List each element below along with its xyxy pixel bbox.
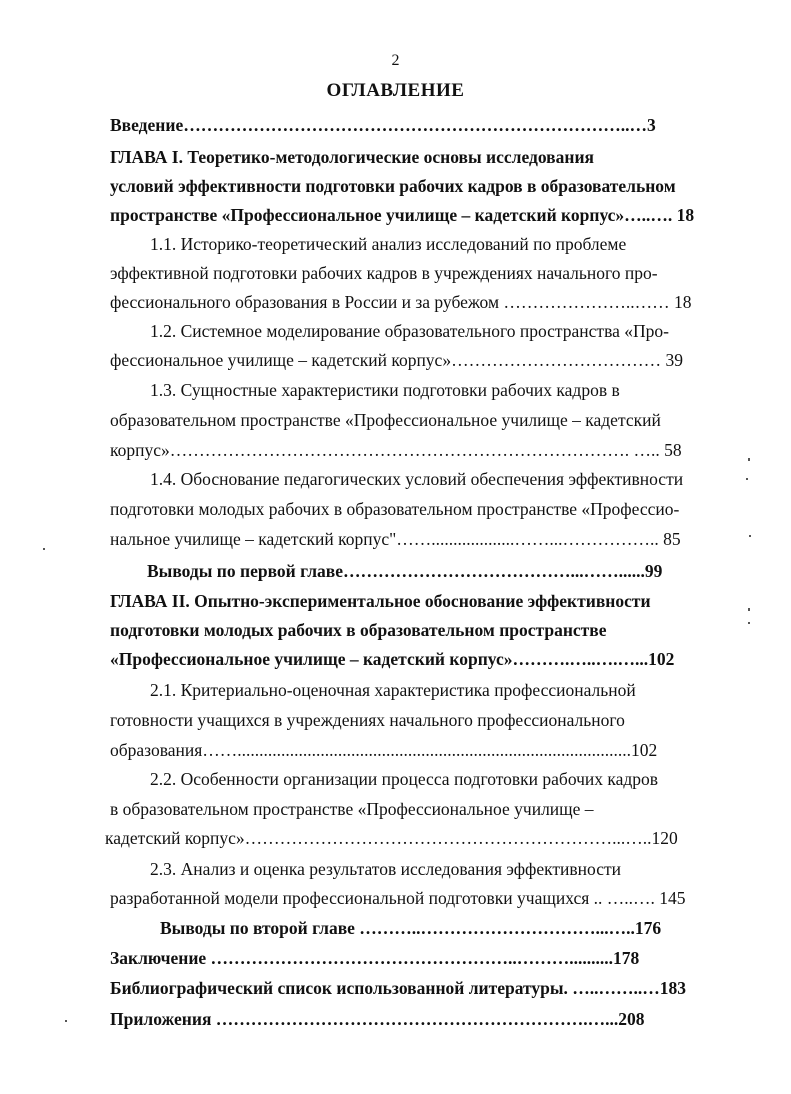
toc-section-2-1-line-3[interactable]: образования……..........................................................................................102 (110, 740, 658, 760)
toc-chapter-2-line-1[interactable]: ГЛАВА II. Опытно-экспериментальное обоснование эффективности (110, 591, 651, 611)
toc-section-1-3-line-3[interactable]: корпус»……………………………………………………………………. ….. 58 (110, 440, 682, 460)
toc-section-2-2-line-1[interactable]: 2.2. Особенности организации процесса подготовки рабочих кадров (150, 769, 659, 789)
scan-speck (65, 1020, 67, 1022)
scan-speck (43, 548, 45, 550)
toc-section-1-4-line-3[interactable]: нальное училище – кадетский корпус"……...................……...…………….. 85 (110, 529, 681, 549)
toc-section-1-4-line-2[interactable]: подготовки молодых рабочих в образовательном пространстве «Профессио- (110, 499, 680, 519)
toc-chapter-1-line-2[interactable]: условий эффективности подготовки рабочих кадров в образовательном (110, 176, 676, 196)
toc-chapter-1-line-1[interactable]: ГЛАВА I. Теоретико-методологические основы исследования (110, 147, 595, 167)
toc-section-1-1-line-2[interactable]: эффективной подготовки рабочих кадров в учреждениях начального про- (110, 263, 658, 283)
page-number: 2 (391, 52, 400, 69)
toc-section-1-3-line-2[interactable]: образовательном пространстве «Профессиональное училище – кадетский (110, 410, 661, 430)
toc-section-2-2-line-2[interactable]: в образовательном пространстве «Профессиональное училище – (110, 799, 594, 819)
toc-chapter-2-line-2[interactable]: подготовки молодых рабочих в образовательном пространстве (110, 620, 607, 640)
toc-section-1-4-line-1[interactable]: 1.4. Обоснование педагогических условий обеспечения эффективности (150, 469, 684, 489)
toc-section-1-2-line-1[interactable]: 1.2. Системное моделирование образовательного пространства «Про- (150, 321, 669, 341)
toc-section-2-1-line-2[interactable]: готовности учащихся в учреждениях начального профессионального (110, 710, 625, 730)
toc-section-1-2-line-2[interactable]: фессиональное училище – кадетский корпус»……………………………… 39 (110, 350, 683, 370)
toc-chapter-2-line-3[interactable]: «Профессиональное училище – кадетский корпус»……….…..….…...102 (110, 649, 675, 669)
scan-speck (749, 535, 751, 537)
toc-title: ОГЛАВЛЕНИЕ (326, 80, 465, 101)
toc-chapter-1-line-3[interactable]: пространстве «Профессиональное училище – кадетский корпус»…..…. 18 (110, 205, 695, 225)
toc-entry-conclusions-chapter-1[interactable]: Выводы по первой главе…………………………………...……......99 (147, 561, 663, 581)
toc-section-2-1-line-1[interactable]: 2.1. Критериально-оценочная характеристика профессиональной (150, 680, 636, 700)
scan-speck (748, 608, 750, 611)
toc-section-1-1-line-1[interactable]: 1.1. Историко-теоретический анализ исследований по проблеме (150, 234, 627, 254)
toc-section-1-3-line-1[interactable]: 1.3. Сущностные характеристики подготовки рабочих кадров в (150, 380, 620, 400)
toc-section-2-2-line-3[interactable]: кадетский корпус»………………………………………………………...…..120 (105, 828, 678, 848)
toc-entry-bibliography[interactable]: Библиографический список использованной литературы. …..……..…183 (110, 978, 687, 998)
toc-entry-conclusion[interactable]: Заключение ……………………………………………..………..........178 (110, 948, 640, 968)
toc-entry-introduction[interactable]: Введение…………………………………………………………………..…3 (110, 115, 656, 135)
scan-speck (748, 458, 750, 461)
scan-speck (748, 622, 750, 624)
toc-entry-conclusions-chapter-2[interactable]: Выводы по второй главе ………..…………………………...…..176 (160, 918, 662, 938)
toc-section-2-3-line-1[interactable]: 2.3. Анализ и оценка результатов исследования эффективности (150, 859, 621, 879)
scan-speck (746, 478, 748, 480)
toc-section-2-3-line-2[interactable]: разработанной модели профессиональной подготовки учащихся .. …..…. 145 (110, 888, 686, 908)
toc-section-1-1-line-3[interactable]: фессионального образования в России и за рубежом …………………..…… 18 (110, 292, 692, 312)
toc-entry-appendices[interactable]: Приложения ……………………………………………………….…...208 (110, 1009, 645, 1029)
